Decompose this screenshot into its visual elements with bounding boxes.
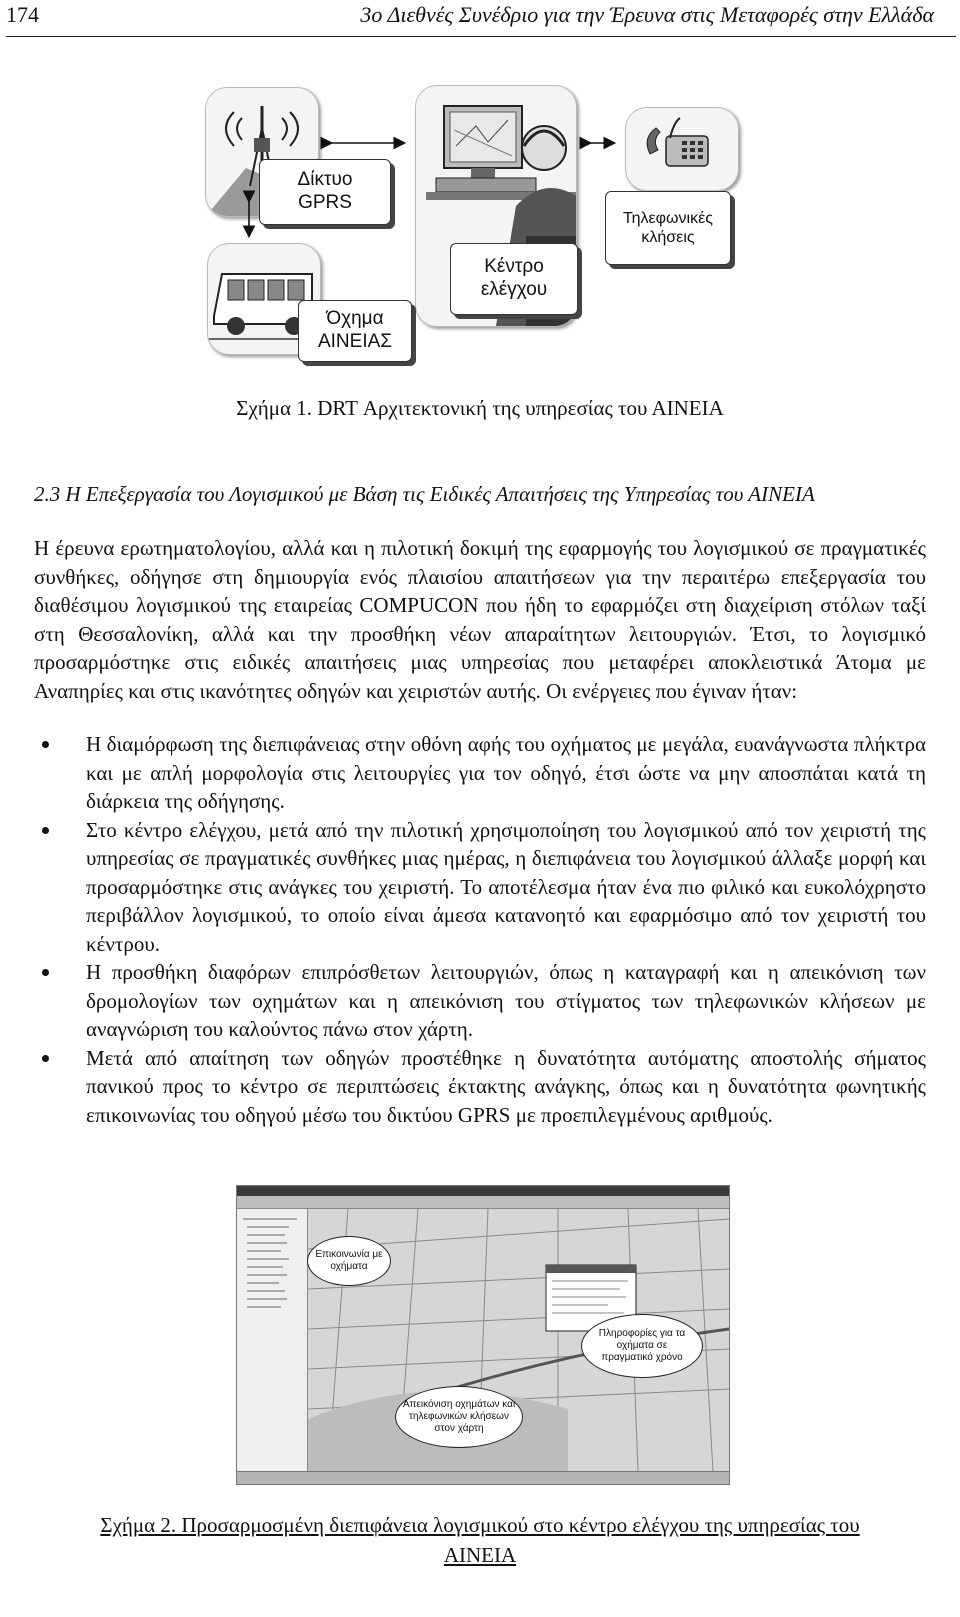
app-titlebar (237, 1186, 729, 1196)
bullet-item: Η προσθήκη διαφόρων επιπρόσθετων λειτουργιών, όπως η καταγραφή και η απεικόνιση των δρομολογίων των οχημάτων και η απεικόνιση του στίγματος των τηλεφωνικών κλήσεων με αναγνώριση του καλούντος πάνω στον χάρτη. (34, 958, 926, 1044)
vehicle-label: Όχημα ΑΙΝΕΙΑΣ (298, 300, 412, 362)
phone-calls-label: Τηλεφωνικές κλήσεις (605, 191, 731, 265)
control-center-label: Κέντρο ελέγχου (450, 243, 578, 315)
page-number: 174 (6, 2, 39, 27)
callout-map-display: Απεικόνιση οχημάτων και τηλεφωνικών κλήσεων στον χάρτη (395, 1386, 523, 1448)
section-paragraph: Η έρευνα ερωτηματολογίου, αλλά και η πιλοτική δοκιμή της εφαρμογής του λογισμικού σε πραγματικές συνθήκες, οδήγησε στη δημιουργία ενός πλαισίου απαιτήσεων για την περαιτέρω επεξεργασία του διαθέσιμου λογισμικού της εταιρείας COMPUCON που ήδη το εφαρμόζει στη διαχείριση στόλων ταξί στη Θεσσαλονίκη, αλλά και την προσθήκη νέων απαραίτητων λειτουργιών. Έτσι, το λογισμικό προσαρμόστηκε στις ειδικές απαιτήσεις μιας υπηρεσίας που μεταφέρει αποκλειστικά Άτομα με Αναπηρίες και στις ικανότητες οδηγών και χειριστών αυτής. Οι ενέργειες που έγιναν ήταν: (34, 536, 926, 703)
bullet-dot-icon (42, 1055, 49, 1062)
app-statusbar (237, 1471, 729, 1484)
bullet-dot-icon (42, 969, 49, 976)
figure-1-caption: Σχήμα 1. DRT Αρχιτεκτονική της υπηρεσίας του ΑΙΝΕΙΑ (236, 396, 724, 420)
tree-list-icon (237, 1209, 307, 1471)
figure-2-software-screenshot (236, 1185, 730, 1485)
callout-vehicle-communication: Επικοινωνία με οχήματα (307, 1236, 391, 1286)
figure-2-caption: Σχήμα 2. Προσαρμοσμένη διεπιφάνεια λογισμικού στο κέντρο ελέγχου της υπηρεσίας του ΑΙΝΕΙΑ (100, 1513, 860, 1567)
page-header (6, 2, 956, 37)
app-toolbar (237, 1196, 729, 1209)
callout-realtime-info: Πληροφορίες για τα οχήματα σε πραγματικό χρόνο (581, 1314, 703, 1378)
figure-1-architecture-diagram (205, 85, 755, 385)
bullet-item: Η διαμόρφωση της διεπιφάνειας στην οθόνη αφής του οχήματος με μεγάλα, ευανάγνωστα πλήκτρα και με απλή μορφολογία στις λειτουργίες για τον οδηγό, έτσι ώστε να μην αποσπάται κατά τη διάρκεια της οδήγησης. (34, 730, 926, 816)
bullet-dot-icon (42, 827, 49, 834)
bullet-dot-icon (42, 741, 49, 748)
section-title: 2.3 Η Επεξεργασία του Λογισμικού με Βάση τις Ειδικές Απαιτήσεις της Υπηρεσίας του ΑΙΝΕΙΑ (34, 482, 815, 506)
gprs-network-label: Δίκτυο GPRS (259, 159, 391, 225)
bullet-item: Μετά από απαίτηση των οδηγών προστέθηκε η δυνατότητα αυτόματης αποστολής σήματος πανικού προς το κέντρο σε περιπτώσεις έκτακτης ανάγκης, όπως και η δυνατότητα φωνητικής επικοινωνίας του οδηγού μέσω του δικτύου GPRS με προεπιλεγμένους αριθμούς. (34, 1044, 926, 1130)
bullet-list (34, 730, 926, 1129)
vehicle-tree-panel (237, 1209, 308, 1471)
running-title: 3ο Διεθνές Συνέδριο για την Έρευνα στις Μεταφορές στην Ελλάδα (360, 2, 934, 27)
bullet-item: Στο κέντρο ελέγχου, μετά από την πιλοτική χρησιμοποίηση του λογισμικού από τον χειριστή της υπηρεσίας σε πραγματικές συνθήκες μιας ημέρας, η διεπιφάνεια του λογισμικού άλλαξε μορφή και προσαρμόστηκε στις ανάγκες του χειριστή. Το αποτέλεσμα ήταν ένα πιο φιλικό και ευκολόχρηστο περιβάλλον λογισμικού, το οποίο είναι άμεσα κατανοητό και εφαρμόσιμο από τον χειριστή του κέντρου. (34, 816, 926, 959)
